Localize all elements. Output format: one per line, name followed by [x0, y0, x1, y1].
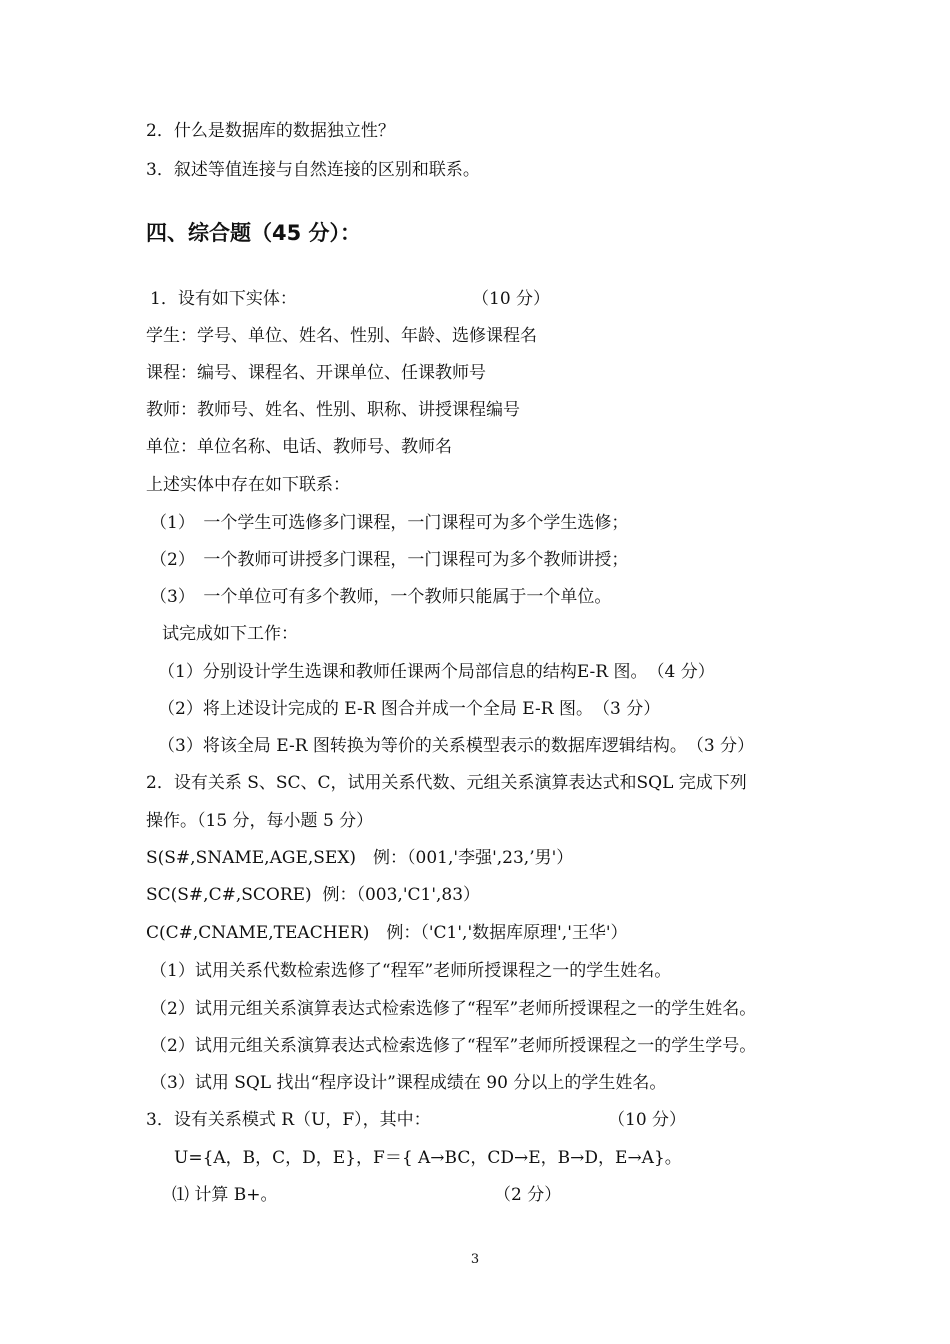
q1-points: （10 分）	[472, 289, 551, 309]
q3-points: （10 分）	[608, 1110, 687, 1130]
q2-item: （2）试用元组关系演算表达式检索选修了“程军”老师所授课程之一的学生姓名。	[150, 999, 757, 1019]
q2-item: （1）试用关系代数检索选修了“程军”老师所授课程之一的学生姓名。	[150, 961, 672, 981]
q2-line1: 2．设有关系 S、SC、C，试用关系代数、元组关系演算表达式和SQL 完成下列	[146, 773, 747, 793]
relation-item: （2） 一个教师可讲授多门课程，一门课程可为多个教师讲授；	[150, 550, 629, 570]
page-number: 3	[470, 1252, 480, 1267]
q3-sub1-points: （2 分）	[494, 1185, 562, 1205]
schema-c: C(C#,CNAME,TEACHER) 例：（'C1','数据库原理','王华'）	[146, 923, 628, 943]
relation-item: （3） 一个单位可有多个教师，一个教师只能属于一个单位。	[150, 587, 612, 607]
q1-title: 1．设有如下实体：	[150, 289, 297, 309]
q2-item: （2）试用元组关系演算表达式检索选修了“程军”老师所授课程之一的学生学号。	[150, 1036, 757, 1056]
q3-title: 3．设有关系模式 R（U，F），其中：	[146, 1110, 431, 1130]
schema-s: S(S#,SNAME,AGE,SEX) 例：（001,'李强',23,’男'）	[146, 848, 574, 868]
relations-intro: 上述实体中存在如下联系：	[146, 475, 350, 495]
entity-teacher: 教师：教师号、姓名、性别、职称、讲授课程编号	[146, 400, 520, 420]
tasks-intro: 试完成如下工作：	[162, 624, 298, 644]
relation-item: （1） 一个学生可选修多门课程，一门课程可为多个学生选修；	[150, 513, 629, 533]
schema-sc: SC(S#,C#,SCORE) 例：（003,'C1',83）	[146, 885, 481, 905]
q3-definition: U={A，B，C，D，E}，F＝{ A→BC，CD→E，B→D，E→A}。	[174, 1148, 682, 1168]
entity-unit: 单位：单位名称、电话、教师号、教师名	[146, 437, 452, 457]
task-item: （3）将该全局 E-R 图转换为等价的关系模型表示的数据库逻辑结构。 （3 分）	[158, 736, 755, 756]
q3-intro: 3．叙述等值连接与自然连接的区别和联系。	[146, 160, 480, 180]
task-item: （1）分别设计学生选课和教师任课两个局部信息的结构E-R 图。 （4 分）	[158, 662, 715, 682]
q3-sub1: ⑴ 计算 B+。	[172, 1185, 278, 1205]
entity-student: 学生：学号、单位、姓名、性别、年龄、选修课程名	[146, 326, 537, 346]
q2-intro: 2．什么是数据库的数据独立性？	[146, 121, 395, 141]
section-heading: 四、综合题（45 分）：	[146, 221, 362, 245]
entity-course: 课程：编号、课程名、开课单位、任课教师号	[146, 363, 486, 383]
q2-line2: 操作。（15 分，每小题 5 分）	[146, 811, 374, 831]
task-item: （2）将上述设计完成的 E-R 图合并成一个全局 E-R 图。 （3 分）	[158, 699, 661, 719]
q2-item: （3）试用 SQL 找出“程序设计”课程成绩在 90 分以上的学生姓名。	[150, 1073, 667, 1093]
